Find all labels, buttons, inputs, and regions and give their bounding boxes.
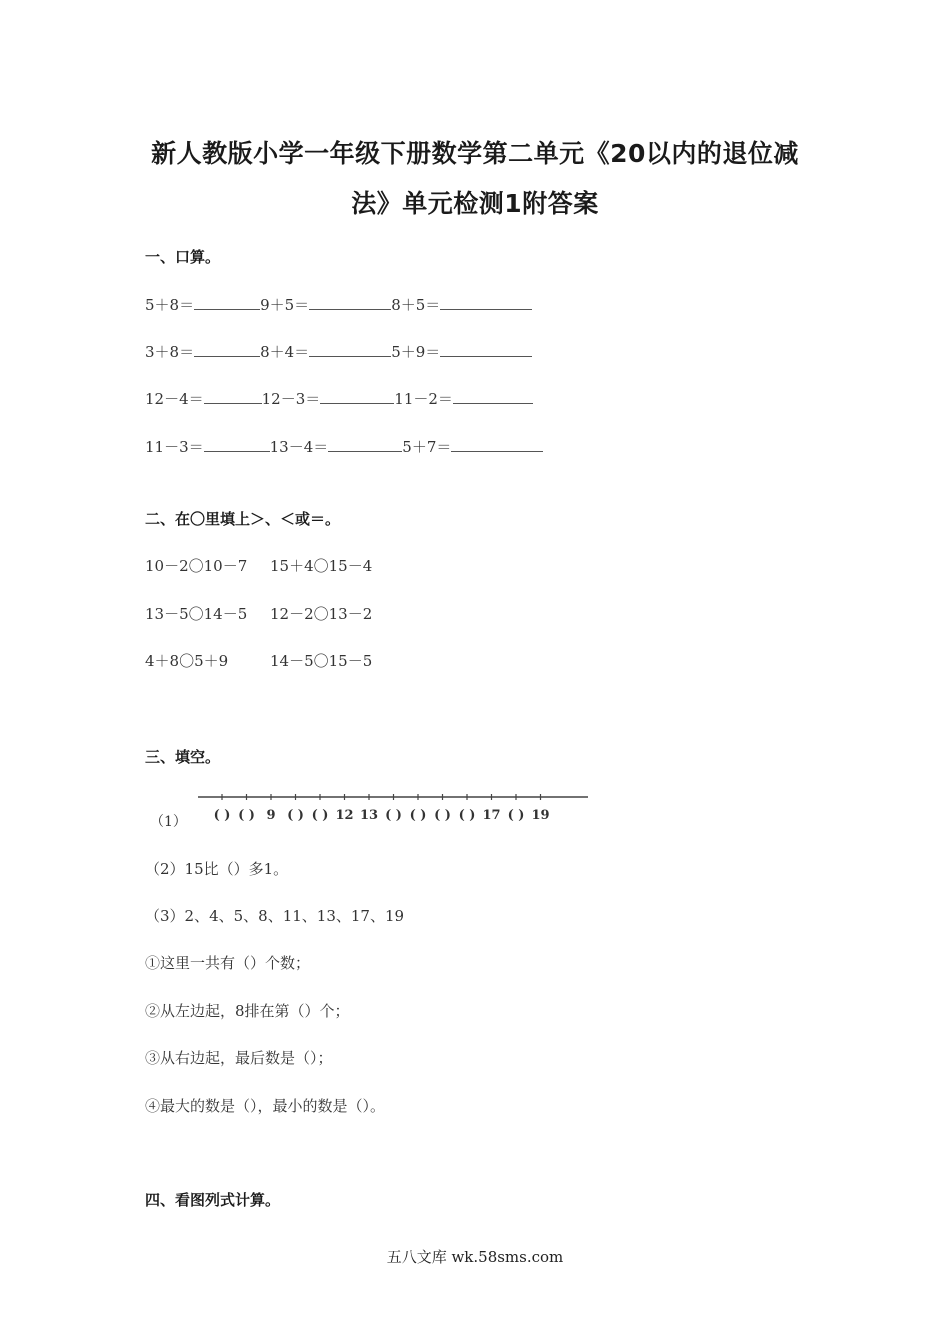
calc-expression: 5＋8＝ [145,296,195,314]
compare-row-1 [145,555,372,576]
footer-watermark: 五八文库 wk.58sms.com [386,1248,564,1266]
compare-expression: 12－2〇13－2 [270,605,373,623]
answer-blank[interactable] [204,436,270,452]
compare-row-3 [145,650,372,671]
section-2-heading: 二、在〇里填上＞、＜或＝。 [145,510,341,528]
number-line-label: ( ) [287,808,304,823]
number-line-label: 13 [359,808,379,823]
number-line-label: ( ) [507,808,525,823]
answer-blank[interactable] [320,388,394,404]
number-line-label: ( ) [385,808,402,823]
question-3-item-2: ②从左边起，8排在第（）个； [145,1002,350,1020]
calc-row-1 [145,294,532,315]
calc-row-3 [145,388,533,409]
compare-row-2 [145,603,372,624]
number-line-label: ( ) [434,808,451,823]
question-3-item-4: ④最大的数是（），最小的数是（）。 [145,1097,386,1115]
answer-blank[interactable] [309,341,391,357]
section-4-heading: 四、看图列式计算。 [145,1191,281,1209]
calc-expression: 5＋7＝ [402,438,452,456]
number-line-label: 17 [482,808,501,823]
number-line [196,790,590,826]
question-1-label: （1） [150,814,187,830]
calc-expression: 8＋5＝ [391,296,441,314]
calc-row-2 [145,341,532,362]
calc-expression: 12－4＝ [145,390,204,408]
answer-blank[interactable] [440,341,532,357]
compare-expression: 13－5〇14－5 [145,605,248,623]
section-3-heading: 三、填空。 [145,748,221,766]
number-line-label: ( ) [238,808,255,823]
document-title-line-1: 新人教版小学一年级下册数学第二单元《20以内的退位减 [151,139,799,168]
compare-expression: 10－2〇10－7 [145,557,248,575]
answer-blank[interactable] [204,388,262,404]
document-title-line-2: 法》单元检测1附答案 [351,189,599,218]
calc-row-4 [145,436,543,457]
compare-expression: 15＋4〇15－4 [270,557,373,575]
number-line-label: ( ) [458,808,476,823]
number-line-label: 12 [335,808,354,823]
calc-expression: 11－2＝ [394,390,453,408]
number-line-label: ( ) [311,808,329,823]
calc-expression: 12－3＝ [261,390,321,408]
answer-blank[interactable] [194,341,260,357]
question-3-item-3: ③从右边起，最后数是（）； [145,1049,333,1067]
calc-expression: 11－3＝ [145,438,204,456]
answer-blank[interactable] [440,294,532,310]
answer-blank[interactable] [194,294,260,310]
calc-expression: 5＋9＝ [391,343,441,361]
number-line-label: 9 [266,808,276,823]
question-3: （3）2、4、5、8、11、13、17、19 [145,907,405,925]
calc-expression: 8＋4＝ [260,343,310,361]
section-1-heading: 一、口算。 [145,248,221,266]
number-line-label: ( ) [213,808,231,823]
calc-expression: 13－4＝ [269,438,329,456]
number-line-label: ( ) [409,808,427,823]
calc-expression: 9＋5＝ [260,296,310,314]
answer-blank[interactable] [451,436,543,452]
question-2: （2）15比（）多1。 [145,860,289,878]
compare-expression: 4＋8〇5＋9 [145,652,229,670]
answer-blank[interactable] [453,388,533,404]
answer-blank[interactable] [328,436,402,452]
question-3-item-1: ①这里一共有（）个数； [145,954,311,972]
number-line-label: 19 [531,808,550,823]
answer-blank[interactable] [309,294,391,310]
compare-expression: 14－5〇15－5 [270,652,373,670]
calc-expression: 3＋8＝ [145,343,195,361]
